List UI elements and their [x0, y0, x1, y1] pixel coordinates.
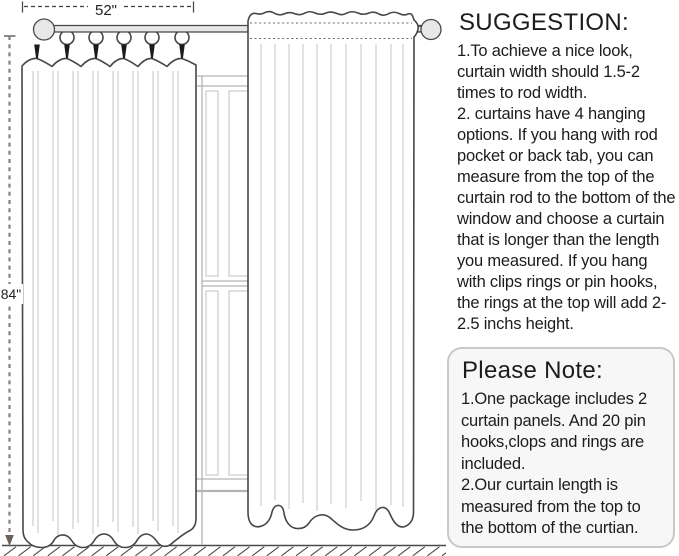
window-pane: [229, 291, 250, 475]
curtain-clip-icon: [34, 45, 40, 59]
floor: [2, 546, 446, 556]
hatch-mark: [165, 547, 177, 556]
hatch-mark: [311, 547, 323, 556]
hatch-mark: [194, 547, 206, 556]
hatch-mark: [208, 547, 220, 556]
curtain-clip-icon: [121, 45, 127, 59]
curtain-ring-icon: [145, 32, 159, 45]
rod-width-dimension: [23, 2, 194, 20]
note-item-2: 2.Our curtain length is measured from the top to the bottom of the curtian.: [461, 476, 641, 537]
hatch-mark: [325, 547, 337, 556]
hatch-mark: [150, 547, 162, 556]
curtain-ring-icon: [60, 32, 74, 45]
hatch-mark: [106, 547, 118, 556]
hatch-mark: [267, 547, 279, 556]
right-curtain-panel: [248, 12, 418, 530]
curtain-clip-icon: [179, 45, 185, 59]
hatch-mark: [354, 547, 366, 556]
hatch-mark: [281, 547, 293, 556]
hatch-mark: [398, 547, 410, 556]
window-pane: [229, 91, 250, 276]
hatch-mark: [62, 547, 74, 556]
curtain-clip-icon: [149, 45, 155, 59]
hatch-mark: [413, 547, 425, 556]
left-curtain-panel: [22, 58, 196, 547]
hatch-mark: [427, 547, 439, 556]
dimension-arrow-down: [5, 535, 14, 546]
floor-hatching: [4, 547, 446, 556]
hatch-mark: [296, 547, 308, 556]
suggestion-title: SUGGESTION:: [459, 9, 629, 36]
hatch-mark: [340, 547, 352, 556]
hatch-mark: [92, 547, 104, 556]
hatch-mark: [135, 547, 147, 556]
curtain-ring-icon: [89, 32, 103, 45]
note-item-1: 1.One package includes 2 curtain panels. And 20 pin hooks,clops and rings are included.: [461, 390, 647, 473]
curtain-length-label: 84": [0, 286, 22, 302]
curtain-rings: [60, 32, 189, 45]
hatch-mark: [223, 547, 235, 556]
hatch-mark: [238, 547, 250, 556]
left-curtain-outline: [22, 58, 196, 547]
please-note-box: [447, 347, 675, 548]
please-note-title: Please Note:: [462, 357, 604, 384]
suggestion-item-2: 2. curtains have 4 hanging options. If you hang with rod pocket or back tab, you can measure from the top of the curtain rod to the bottom of the window and choose a curtain that is longer than the length you measured. If you hang with clips rings or pin hooks, the rings at the top will add 2-2.5 inchs height.: [457, 105, 676, 333]
hatch-mark: [4, 547, 16, 556]
window-pane: [206, 91, 218, 276]
hatch-mark: [384, 547, 396, 556]
curtain-ring-icon: [175, 32, 189, 45]
curtain-clips: [34, 45, 185, 59]
curtain-clip-icon: [93, 45, 99, 59]
hatch-mark: [252, 547, 264, 556]
curtain-ring-icon: [117, 32, 131, 45]
hatch-mark: [179, 547, 191, 556]
rod-finial-left: [34, 19, 55, 40]
suggestion-section: [452, 8, 678, 335]
rod-width-label: 52": [94, 2, 118, 19]
hatch-mark: [19, 547, 31, 556]
rod-finial-right: [421, 20, 441, 40]
hatch-mark: [369, 547, 381, 556]
suggestion-item-1: 1.To achieve a nice look, curtain width should 1.5-2 times to rod width.: [457, 42, 640, 102]
window-pane: [206, 291, 218, 475]
hatch-mark: [442, 547, 446, 556]
curtain-clip-icon: [64, 45, 70, 59]
curtain-length-dimension: [0, 36, 23, 546]
right-curtain-outline: [248, 12, 418, 530]
hatch-mark: [48, 547, 60, 556]
